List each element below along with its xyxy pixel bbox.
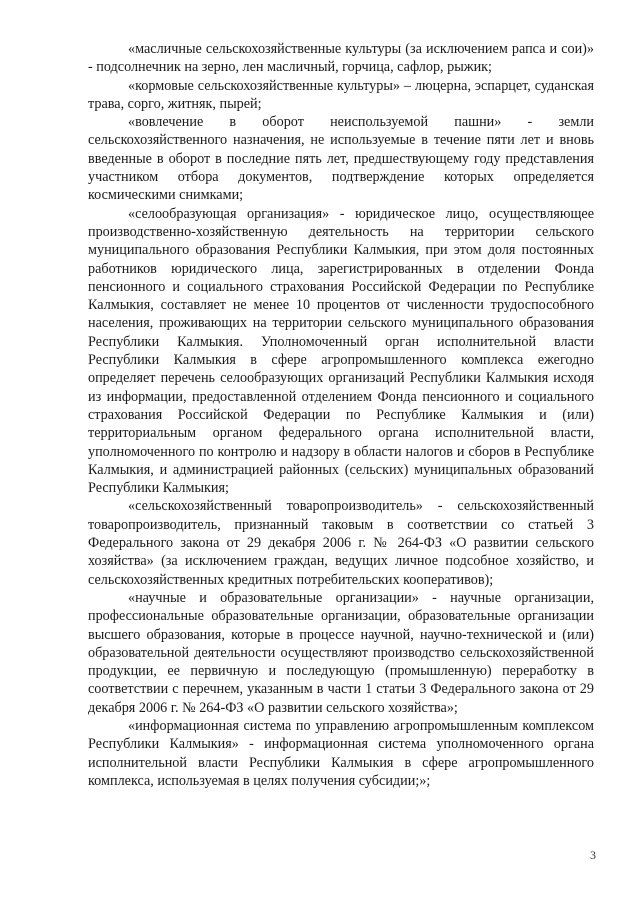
page-number: 3 — [590, 848, 596, 862]
definition-unused-arable-land: «вовлечение в оборот неиспользуемой пашни» - земли сельскохозяйственного назначения, не используемые в течение пяти лет и вновь введенные в оборот в последние пять лет, предшествующему году представления участником отбора документов, подтверждение которых определяется космическими снимками; — [88, 114, 594, 204]
document-body — [88, 40, 594, 790]
definition-forage-crops: «кормовые сельскохозяйственные культуры» – люцерна, эспарцет, суданская трава, сорго, житняк, пырей; — [88, 77, 594, 112]
definition-village-forming-organization: «селообразующая организация» - юридическое лицо, осуществляющее производственно-хозяйственную деятельность на территории сельского муниципального образования Республики Калмыкия, при этом доля постоянных работников юридического лица, зарегистрированных в отделении Фонда пенсионного и социального страхования Российской Федерации по Республике Калмыкия, составляет не менее 10 процентов от численности трудоспособного населения, проживающих на территории сельского муниципального образования Республики Калмыкия. Уполномоченный орган исполнительной власти Республики Калмыкия в сфере агропромышленного комплекса ежегодно определяет перечень селообразующих организаций Республики Калмыкия исходя из информации, предоставленной отделением Фонда пенсионного и социального страхования Российской Федерации по Республике Калмыкия и (или) территориальным органом федерального органа исполнительной власти, уполномоченного по контролю и надзору в области налогов и сборов в Республике Калмыкия, и администрацией районных (сельских) муниципальных образований Республики Калмыкия; — [88, 205, 594, 497]
definition-information-system: «информационная система по управлению агропромышленным комплексом Республики Калмыкия» - информационная система уполномоченного органа исполнительной власти Республики Калмыкия в сфере агропромышленного комплекса, используемая в целях получения субсидии;»; — [88, 717, 594, 789]
definition-agricultural-producer: «сельскохозяйственный товаропроизводитель» - сельскохозяйственный товаропроизводитель, признанный таковым в соответствии со статьей 3 Федерального закона от 29 декабря 2006 г. № 264-ФЗ «О развитии сельского хозяйства» (за исключением граждан, ведущих личное подсобное хозяйство, и сельскохозяйственных кредитных потребительских кооперативов); — [88, 498, 594, 588]
definition-scientific-educational-organizations: «научные и образовательные организации» - научные организации, профессиональные образовательные организации, образовательные организации высшего образования, которые в процессе научной, научно-технической и (или) образовательной деятельности осуществляют производство сельскохозяйственной продукции, ее первичную и последующую (промышленную) переработку в соответствии с перечнем, указанным в части 1 статьи 3 Федерального закона от 29 декабря 2006 г. № 264-ФЗ «О развитии сельского хозяйства»; — [88, 589, 594, 716]
definition-oilseed-crops: «масличные сельскохозяйственные культуры (за исключением рапса и сои)» - подсолнечник на зерно, лен масличный, горчица, сафлор, рыжик; — [88, 41, 594, 76]
